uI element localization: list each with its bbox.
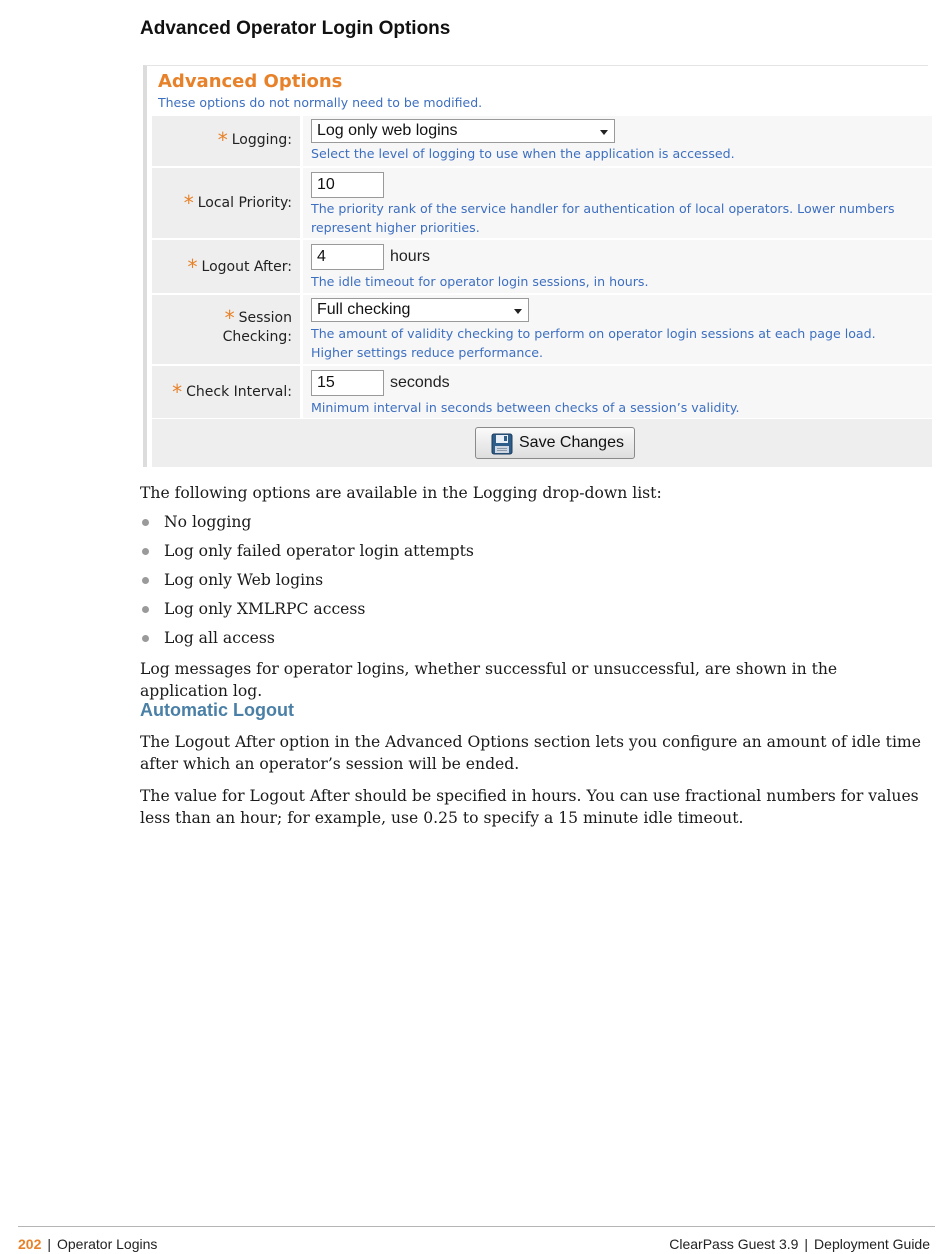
- page-number: 202: [18, 1236, 42, 1252]
- session-checking-label: * Session Checking:: [222, 306, 292, 345]
- logging-field-cell: [303, 116, 932, 166]
- check-interval-row: [152, 366, 932, 419]
- logging-select[interactable]: Log only web logins: [311, 119, 615, 143]
- logging-label: * Logging:: [217, 128, 292, 152]
- footer-guide: Deployment Guide: [814, 1236, 930, 1252]
- check-interval-hint: Minimum interval in seconds between checks of a session’s validity.: [311, 400, 740, 415]
- footer-right: [669, 1236, 930, 1252]
- local-priority-input[interactable]: 10: [311, 172, 384, 198]
- logout-after-label: * Logout After:: [187, 255, 292, 279]
- required-star: *: [217, 128, 228, 152]
- logout-after-field-cell: [303, 240, 932, 293]
- panel-subtitle: These options do not normally need to be modified.: [158, 95, 483, 110]
- required-star: *: [187, 255, 198, 279]
- local-priority-hint-line2: represent higher priorities.: [311, 220, 480, 235]
- check-interval-unit: seconds: [390, 374, 450, 391]
- save-changes-button[interactable]: [475, 427, 635, 459]
- session-checking-row: [152, 295, 932, 365]
- footer-divider: [18, 1226, 935, 1227]
- local-priority-label: * Local Priority:: [183, 191, 292, 215]
- log-messages-paragraph: Log messages for operator logins, whether successful or unsuccessful, are shown in the application log.: [140, 660, 838, 700]
- automatic-logout-paragraph-2: The value for Logout After should be specified in hours. You can use fractional numbers for values less than an hour; for example, use 0.25 to specify a 15 minute idle timeout.: [140, 787, 919, 827]
- bullet-icon: [142, 548, 149, 555]
- logout-after-label-cell: [152, 240, 300, 293]
- footer-chapter: Operator Logins: [57, 1236, 158, 1252]
- check-interval-field-cell: [303, 366, 932, 418]
- footer-separator: |: [47, 1236, 51, 1252]
- footer-left: [18, 1236, 157, 1252]
- check-interval-label-cell: [152, 366, 300, 418]
- bullet-icon: [142, 519, 149, 526]
- local-priority-row: [152, 168, 932, 239]
- floppy-disk-icon: [491, 433, 513, 455]
- session-checking-label-cell: [152, 295, 300, 364]
- required-star: *: [183, 191, 194, 215]
- check-interval-input[interactable]: 15: [311, 370, 384, 396]
- logging-options-intro: The following options are available in the Logging drop-down list:: [140, 484, 662, 502]
- section-heading: Advanced Operator Login Options: [140, 18, 451, 39]
- chevron-down-icon: [514, 309, 522, 314]
- automatic-logout-paragraph-1: The Logout After option in the Advanced Options section lets you configure an amount of idle time after which an operator’s session will be ended.: [140, 733, 921, 773]
- footer-separator: |: [804, 1236, 809, 1252]
- list-item: Log only XMLRPC access: [140, 598, 474, 627]
- session-checking-hint-line2: Higher settings reduce performance.: [311, 345, 544, 360]
- footer-product: ClearPass Guest 3.9: [669, 1236, 799, 1252]
- local-priority-label-cell: [152, 168, 300, 238]
- bullet-icon: [142, 635, 149, 642]
- local-priority-hint-line1: The priority rank of the service handler for authentication of local operators. Lower numbers: [311, 201, 895, 216]
- logout-after-hint: The idle timeout for operator login sessions, in hours.: [311, 274, 649, 289]
- list-item: Log only Web logins: [140, 569, 474, 598]
- local-priority-field-cell: [303, 168, 932, 238]
- session-checking-hint-line1: The amount of validity checking to perform on operator login sessions at each page load.: [311, 326, 876, 341]
- list-item: No logging: [140, 511, 474, 540]
- chevron-down-icon: [600, 130, 608, 135]
- list-item: Log all access: [140, 627, 474, 656]
- logout-after-input[interactable]: 4: [311, 244, 384, 270]
- logout-after-row: [152, 240, 932, 294]
- check-interval-label: * Check Interval:: [172, 380, 292, 404]
- automatic-logout-heading: Automatic Logout: [140, 700, 294, 720]
- button-row: [152, 419, 932, 467]
- logging-hint: Select the level of logging to use when the application is accessed.: [311, 146, 735, 161]
- logging-row: [152, 116, 932, 167]
- session-checking-field-cell: [303, 295, 932, 364]
- panel-title: Advanced Options: [158, 71, 343, 92]
- logging-options-list: [140, 511, 474, 656]
- bullet-icon: [142, 606, 149, 613]
- list-item: Log only failed operator login attempts: [140, 540, 474, 569]
- required-star: *: [172, 380, 183, 404]
- bullet-icon: [142, 577, 149, 584]
- logout-after-unit: hours: [390, 248, 431, 265]
- save-button-label: Save Changes: [519, 434, 624, 451]
- advanced-options-panel: [143, 65, 928, 467]
- required-star: *: [224, 306, 235, 330]
- session-checking-select[interactable]: Full checking: [311, 298, 529, 322]
- logging-label-cell: [152, 116, 300, 166]
